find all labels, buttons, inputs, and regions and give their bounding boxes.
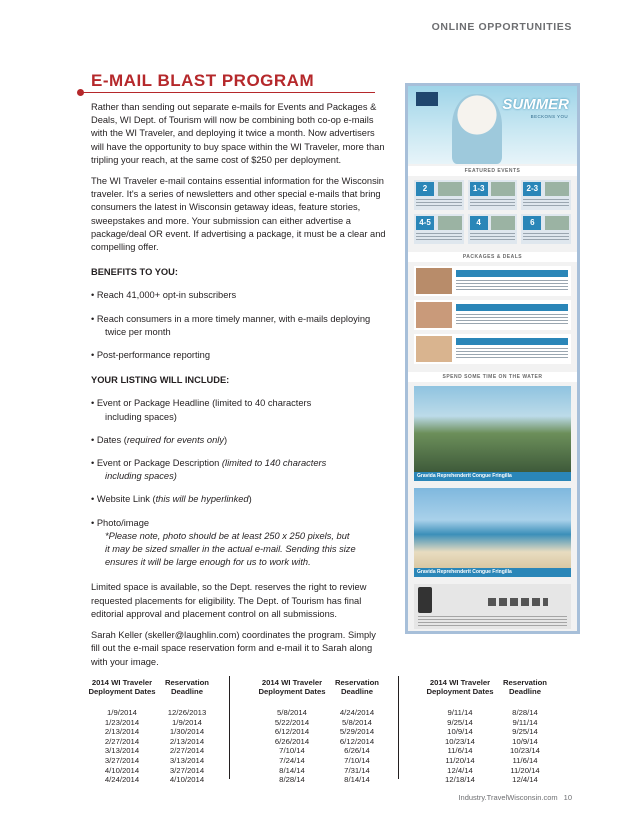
deadline-date: 3/13/2014 bbox=[169, 755, 205, 765]
listing-note: this will be hyperlinked bbox=[155, 494, 249, 505]
deadline-date: 9/11/14 bbox=[512, 717, 538, 727]
event-card bbox=[414, 214, 464, 244]
table-row bbox=[422, 708, 552, 718]
deadline-date: 10/23/14 bbox=[510, 746, 540, 756]
header-deadline: Deadline bbox=[340, 687, 374, 696]
email-preview-image bbox=[405, 83, 580, 634]
event-date: 4-5 bbox=[416, 216, 434, 230]
schedule-table-2 bbox=[254, 678, 384, 785]
spend-time-heading: SPEND SOME TIME ON THE WATER bbox=[408, 372, 577, 382]
header-deadline: Reservation bbox=[502, 678, 547, 687]
header-deadline: Deadline bbox=[508, 687, 542, 696]
social-icons bbox=[488, 598, 548, 606]
deployment-date: 2/27/2014 bbox=[104, 736, 140, 746]
table-row bbox=[254, 718, 384, 728]
deal-card bbox=[414, 300, 571, 330]
table-row bbox=[84, 708, 214, 718]
deployment-date: 11/6/14 bbox=[447, 746, 473, 756]
deal-text bbox=[456, 280, 568, 292]
table-divider bbox=[229, 676, 230, 779]
limited-space-paragraph: Limited space is available, so the Dept. reserves the right to review requested placements for eligibility. The Dept. of Tourism has final editorial approval and placement control on all submissions. bbox=[91, 582, 367, 619]
deadline-date: 9/25/14 bbox=[512, 727, 538, 737]
deal-text bbox=[456, 314, 568, 326]
benefit-item bbox=[91, 313, 387, 339]
hero-subtitle: BECKONS YOU bbox=[530, 114, 568, 119]
table-divider bbox=[398, 676, 399, 779]
deadline-date: 1/30/2014 bbox=[169, 727, 205, 737]
event-text bbox=[523, 199, 569, 207]
benefit-item: • Reach 41,000+ opt-in subscribers bbox=[91, 290, 237, 301]
deployment-date: 11/20/14 bbox=[445, 755, 475, 765]
deal-image bbox=[416, 302, 452, 328]
hero-banner bbox=[408, 86, 577, 164]
deployment-date: 6/12/2014 bbox=[274, 727, 310, 737]
fishing-photo bbox=[414, 386, 571, 472]
photo-caption: Gravida Reprehenderit Congue Fringilla bbox=[414, 472, 571, 481]
header-deadline: Deadline bbox=[170, 687, 204, 696]
listing-item-description bbox=[91, 457, 387, 483]
deadline-date: 4/10/2014 bbox=[169, 775, 205, 785]
table-row bbox=[422, 746, 552, 756]
header-deployment: Deployment Dates bbox=[88, 687, 156, 696]
table-row bbox=[84, 766, 214, 776]
header-deployment: Deployment Dates bbox=[258, 687, 326, 696]
event-date: 6 bbox=[523, 216, 541, 230]
deadline-date: 7/10/14 bbox=[344, 755, 370, 765]
deployment-date: 7/10/14 bbox=[279, 746, 305, 756]
event-thumb bbox=[438, 182, 462, 196]
event-text bbox=[470, 199, 516, 207]
body-text bbox=[91, 101, 387, 677]
deadline-date: 2/13/2014 bbox=[169, 736, 205, 746]
deal-title-bar bbox=[456, 338, 568, 345]
deployment-date: 4/24/2014 bbox=[104, 775, 140, 785]
deployment-date: 12/18/14 bbox=[445, 775, 475, 785]
deployment-date: 1/9/2014 bbox=[107, 708, 137, 717]
section-label: ONLINE OPPORTUNITIES bbox=[431, 21, 572, 33]
benefit-item: • Post-performance reporting bbox=[91, 350, 211, 361]
benefit-text-cont: twice per month bbox=[105, 326, 171, 337]
deployment-date: 3/27/2014 bbox=[104, 755, 140, 765]
deadline-date: 4/24/2014 bbox=[339, 708, 375, 717]
event-text bbox=[416, 233, 462, 241]
deadline-date: 6/12/2014 bbox=[339, 736, 375, 746]
deal-text bbox=[456, 348, 568, 360]
contact-paragraph: Sarah Keller (skeller@laughlin.com) coordinates the program. Simply fill out the e-mail space reservation form and e-mail it to Sarah along with your image. bbox=[91, 630, 376, 667]
header-deployment: 2014 WI Traveler bbox=[261, 678, 323, 687]
event-thumb bbox=[491, 182, 515, 196]
table-row bbox=[254, 708, 384, 718]
event-thumb bbox=[491, 216, 515, 230]
deployment-date: 6/26/2014 bbox=[274, 736, 310, 746]
event-thumb bbox=[545, 182, 569, 196]
intro-paragraph: Rather than sending out separate e-mails for Events and Packages & Deals, WI Dept. of Tourism will now be combining both co-op e-mails with the WI Traveler, and deploying it twice a month. Now advertisers will have the opportunity to buy space within the WI Traveler, more than tripling your reach, at the same cost of $250 per deployment. bbox=[91, 102, 385, 165]
email-footer bbox=[414, 584, 571, 629]
photo-note: it may be sized smaller in the actual e-mail. Sending this size bbox=[105, 544, 356, 555]
header-deployment: 2014 WI Traveler bbox=[91, 678, 153, 687]
featured-events-heading: FEATURED EVENTS bbox=[408, 166, 577, 176]
deal-title-bar bbox=[456, 304, 568, 311]
deployment-date: 7/24/14 bbox=[279, 755, 305, 765]
schedule-table-3 bbox=[422, 678, 552, 785]
listing-note: required for events only bbox=[126, 434, 224, 445]
event-card bbox=[521, 214, 571, 244]
listing-text: • Photo/image bbox=[91, 517, 150, 528]
header-deployment: 2014 WI Traveler bbox=[429, 678, 491, 687]
event-text bbox=[470, 233, 516, 241]
event-thumb bbox=[438, 216, 462, 230]
deadline-date: 8/28/14 bbox=[512, 708, 538, 717]
deal-title-bar bbox=[456, 270, 568, 277]
table-row bbox=[84, 737, 214, 747]
deployment-date: 5/8/2014 bbox=[277, 708, 307, 717]
event-text bbox=[416, 199, 462, 207]
header-deadline: Reservation bbox=[334, 678, 379, 687]
deadline-date: 11/6/14 bbox=[512, 755, 538, 765]
footer-fine-print bbox=[418, 616, 567, 626]
table-row bbox=[422, 766, 552, 776]
table-row bbox=[84, 727, 214, 737]
event-date: 1-3 bbox=[470, 182, 488, 196]
deployment-date: 9/25/14 bbox=[447, 717, 473, 727]
page-footer bbox=[458, 793, 572, 802]
event-date: 4 bbox=[470, 216, 488, 230]
event-card bbox=[414, 180, 464, 210]
benefits-heading: BENEFITS TO YOU: bbox=[91, 267, 178, 278]
event-card bbox=[468, 214, 518, 244]
deadline-date: 5/29/2014 bbox=[339, 727, 375, 737]
table-row bbox=[422, 775, 552, 785]
hero-title: SUMMER bbox=[502, 96, 569, 113]
benefit-text: • Reach consumers in a more timely manner, with e-mails deploying bbox=[91, 313, 371, 324]
table-header bbox=[422, 678, 552, 696]
event-card bbox=[521, 180, 571, 210]
deadline-date: 3/27/2014 bbox=[169, 765, 205, 775]
hero-figure-image bbox=[452, 94, 502, 164]
deployment-date: 10/23/14 bbox=[445, 736, 475, 746]
table-row bbox=[254, 737, 384, 747]
event-text bbox=[523, 233, 569, 241]
header-deployment: Deployment Dates bbox=[426, 687, 494, 696]
schedule-table-1 bbox=[84, 678, 214, 785]
deadline-date: 10/9/14 bbox=[512, 736, 538, 746]
deployment-date: 4/10/2014 bbox=[104, 765, 140, 775]
page-number: 10 bbox=[563, 793, 572, 802]
photo-note: *Please note, photo should be at least 250 x 250 pixels, but bbox=[105, 530, 350, 541]
deployment-date: 8/28/14 bbox=[279, 775, 305, 785]
table-row bbox=[422, 727, 552, 737]
travel-wisconsin-logo bbox=[416, 92, 438, 106]
deployment-date: 8/14/14 bbox=[279, 765, 305, 775]
deployment-date: 12/4/14 bbox=[447, 765, 473, 775]
deadline-date: 1/9/2014 bbox=[172, 717, 202, 727]
deal-image bbox=[416, 336, 452, 362]
table-row bbox=[84, 775, 214, 785]
table-row bbox=[84, 756, 214, 766]
table-row bbox=[422, 718, 552, 728]
deadline-date: 12/26/2013 bbox=[167, 708, 207, 717]
listing-text: • Dates ( bbox=[91, 434, 127, 445]
deployment-date: 5/22/2014 bbox=[274, 717, 310, 727]
description-paragraph: The WI Traveler e-mail contains essential information for the Wisconsin traveler. It's a series of newsletters and other special e-mails that bring consumers the latest in Wisconsin getaway ideas, feature stories, sweepstakes and more. Your submission can either advertise a package/deal OR event. If advertising a package, it must be a clear and compelling offer. bbox=[91, 176, 386, 253]
page-title: E-MAIL BLAST PROGRAM bbox=[91, 71, 315, 90]
deadline-date: 6/26/14 bbox=[344, 746, 370, 756]
listing-text: ) bbox=[223, 434, 228, 445]
deployment-date: 9/11/14 bbox=[447, 708, 473, 717]
listing-note-cont: including spaces) bbox=[105, 471, 177, 482]
deadline-date: 8/14/14 bbox=[344, 775, 370, 785]
table-row bbox=[422, 756, 552, 766]
deployment-date: 1/23/2014 bbox=[104, 717, 140, 727]
header-deadline: Reservation bbox=[164, 678, 209, 687]
table-header bbox=[84, 678, 214, 696]
packages-deals-heading: PACKAGES & DEALS bbox=[408, 252, 577, 262]
listing-item-photo bbox=[91, 517, 387, 570]
deadline-date: 11/20/14 bbox=[510, 765, 540, 775]
deadline-date: 7/31/14 bbox=[344, 765, 370, 775]
table-row bbox=[84, 746, 214, 756]
table-header bbox=[254, 678, 384, 696]
deadline-date: 2/27/2014 bbox=[169, 746, 205, 756]
deployment-date: 2/13/2014 bbox=[104, 727, 140, 737]
table-row bbox=[422, 737, 552, 747]
listing-note: (limited to 140 characters bbox=[221, 458, 327, 469]
listing-text: ) bbox=[248, 494, 252, 505]
photo-note: ensures it will be large enough for us to work with. bbox=[105, 557, 311, 568]
listing-text: • Website Link ( bbox=[91, 494, 156, 505]
listing-item-link bbox=[91, 493, 387, 506]
events-grid bbox=[414, 180, 571, 244]
footer-site: Industry.TravelWisconsin.com bbox=[458, 793, 558, 802]
deal-card bbox=[414, 266, 571, 296]
table-row bbox=[254, 746, 384, 756]
deal-image bbox=[416, 268, 452, 294]
beach-photo bbox=[414, 488, 571, 568]
event-card bbox=[468, 180, 518, 210]
event-date: 2-3 bbox=[523, 182, 541, 196]
table-row bbox=[254, 766, 384, 776]
deployment-date: 10/9/14 bbox=[447, 727, 473, 737]
phone-app-icon bbox=[418, 587, 432, 613]
listing-text: • Event or Package Description bbox=[91, 458, 222, 469]
deal-card bbox=[414, 334, 571, 364]
event-date: 2 bbox=[416, 182, 434, 196]
table-row bbox=[254, 756, 384, 766]
deployment-date: 3/13/2014 bbox=[104, 746, 140, 756]
table-row bbox=[84, 718, 214, 728]
event-thumb bbox=[545, 216, 569, 230]
title-rule bbox=[80, 92, 375, 93]
listing-text-cont: including spaces) bbox=[105, 411, 177, 422]
table-row bbox=[254, 727, 384, 737]
listing-heading: YOUR LISTING WILL INCLUDE: bbox=[91, 375, 230, 386]
listing-item-dates bbox=[91, 434, 387, 447]
deadline-date: 12/4/14 bbox=[512, 775, 538, 785]
deadline-date: 5/8/2014 bbox=[342, 717, 372, 727]
listing-text: • Event or Package Headline (limited to 40 characters bbox=[91, 398, 312, 409]
listing-item-headline bbox=[91, 397, 387, 423]
table-row bbox=[254, 775, 384, 785]
photo-caption: Gravida Reprehenderit Congue Fringilla bbox=[414, 568, 571, 577]
